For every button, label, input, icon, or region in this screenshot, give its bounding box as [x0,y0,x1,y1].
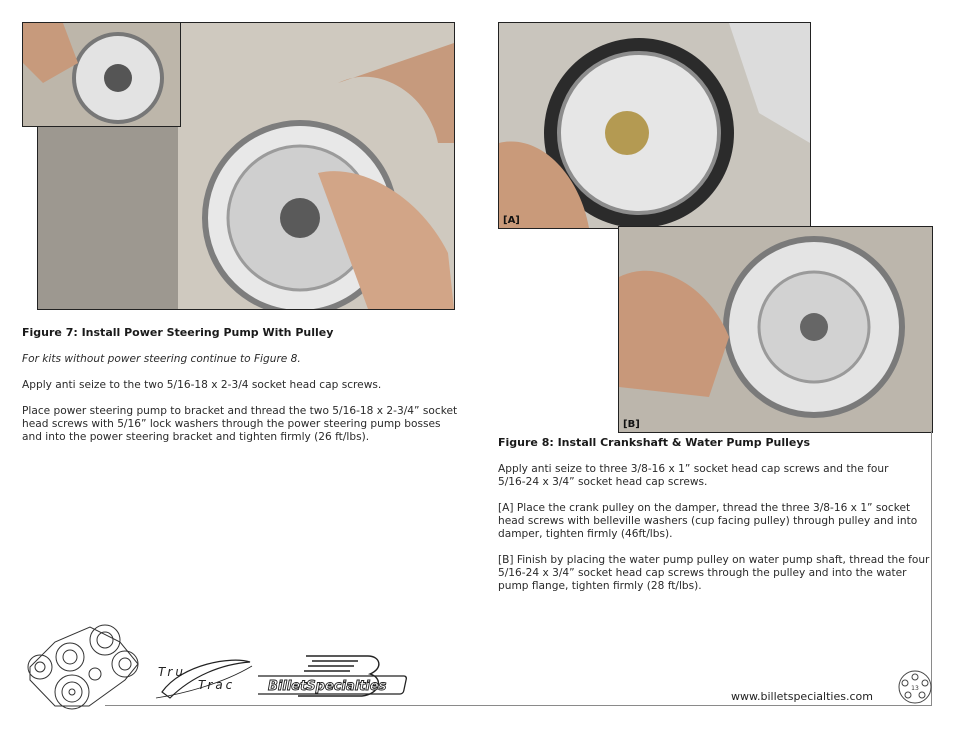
figure8-photo-b [618,226,933,433]
page-number-pulley-icon [897,669,933,705]
engine-drive-line-art-icon [25,622,140,712]
page-rule-vertical [931,431,932,706]
figure8-para3: [B] Finish by placing the water pump pulley on water pump shaft, thread the four 5/16-24 x 3/4” socket head cap screws through the pulley and into the water pump flange, tighten firmly (28 ft/lbs). [498,554,930,592]
trac-text: Trac [198,678,236,692]
figure8-label-a: [A] [503,215,520,226]
figure7-note: For kits without power steering continue to Figure 8. [22,353,301,365]
tru-text: Tru [158,665,186,679]
figure8-para1: Apply anti seize to three 3/8-16 x 1” socket head cap screws and the four 5/16-24 x 3/4” socket head cap screws. [498,463,889,488]
figure7-para2: Place power steering pump to bracket and thread the two 5/16-18 x 2-3/4” socket head screws with 5/16” lock washers through the power steering pump bosses and into the power steering bracket and tighten firmly (26 ft/lbs). [22,405,458,443]
figure7-photo-inset [22,22,181,127]
footer-rule-horizontal [105,705,931,706]
billet-specialties-text: BilletSpecialties [268,679,387,694]
figure8-para2: [A] Place the crank pulley on the damper, thread the three 3/8-16 x 1” socket head screws with belleville washers (cup facing pulley) through pulley and into damper, tighten firmly (46ft/lbs). [498,502,918,540]
figure8-photo-a [498,22,811,229]
website-url: www.billetspecialties.com [731,690,873,703]
tru-trac-logo [152,654,254,704]
billet-specialties-logo [258,652,414,704]
figure8-label-b: [B] [623,419,640,430]
figure7-para1: Apply anti seize to the two 5/16-18 x 2-3/4 socket head cap screws. [22,379,382,391]
page-number: 13 [911,685,919,692]
figure7-heading: Figure 7: Install Power Steering Pump With Pulley [22,326,334,339]
figure8-heading: Figure 8: Install Crankshaft & Water Pump Pulleys [498,436,811,449]
